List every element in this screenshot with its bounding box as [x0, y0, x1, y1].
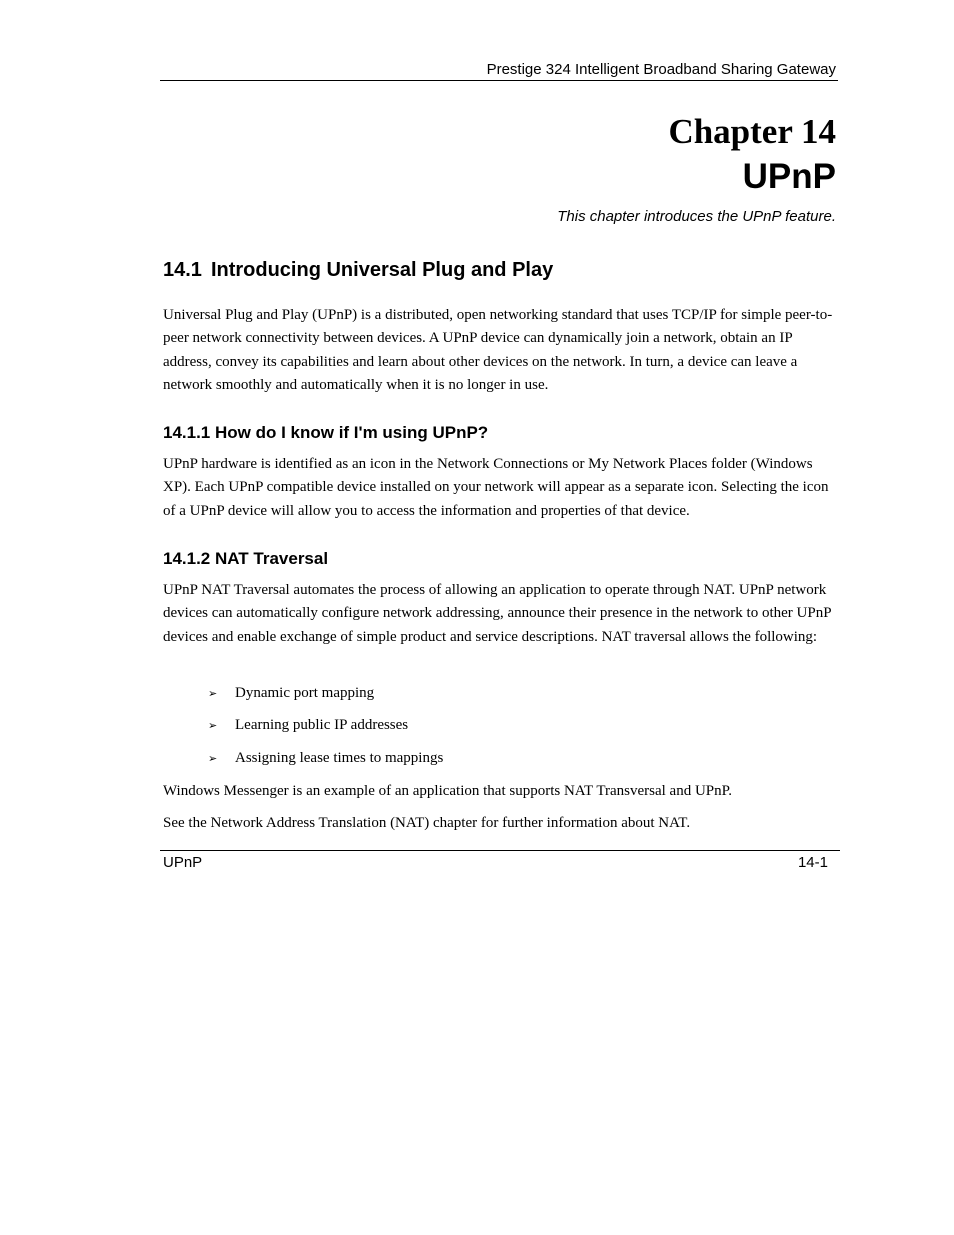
arrowhead-bullet-icon: ➢	[208, 687, 218, 700]
section-heading-14-1-2: 14.1.2 NAT Traversal	[163, 549, 329, 568]
section-14-1-2-body: UPnP NAT Traversal automates the process of allowing an application to operate through NAT. UPnP network devices can automatically configure network addressing, announce their presence in the network to other UPnP devices and enable exchange of simple product and service descriptions. NAT traversal allows the following:	[163, 582, 831, 645]
arrowhead-bullet-icon: ➢	[208, 719, 218, 732]
section-14-1-1-body: UPnP hardware is identified as an icon in the Network Connections or My Network Places folder (Windows XP). Each UPnP compatible device installed on your network will appear as a separate icon. Selecting the icon of a UPnP device will allow you to access the information and properties of that device.	[163, 456, 829, 519]
section-14-1-body: Universal Plug and Play (UPnP) is a distributed, open networking standard that uses TCP/IP for simple peer-to-peer network connectivity between devices. A UPnP device can dynamically join a network, obtain an IP address, convey its capabilities and learn about other devices on the network. In turn, a device can leave a network smoothly and automatically when it is no longer in use.	[163, 307, 833, 394]
list-item	[208, 717, 408, 734]
footer-divider	[160, 850, 840, 851]
list-item	[208, 750, 443, 767]
running-header: Prestige 324 Intelligent Broadband Sharing Gateway	[486, 61, 836, 78]
footer-chapter-name: UPnP	[163, 854, 203, 871]
section-heading-14-1	[163, 259, 553, 282]
page-number: 14-1	[797, 854, 828, 871]
section-title: Introducing Universal Plug and Play	[210, 259, 554, 281]
chapter-intro: This chapter introduces the UPnP feature.	[557, 208, 836, 225]
chapter-title: UPnP	[742, 157, 836, 196]
header-divider	[160, 80, 838, 81]
list-item-text: Assigning lease times to mappings	[235, 750, 444, 766]
paragraph-see-nat-chapter: See the Network Address Translation (NAT) chapter for further information about NAT.	[163, 815, 691, 831]
list-item	[208, 685, 374, 702]
paragraph-windows-messenger: Windows Messenger is an example of an application that supports NAT Transversal and UPnP.	[163, 783, 733, 799]
section-number: 14.1	[163, 259, 202, 281]
chapter-number: Chapter 14	[668, 112, 836, 151]
list-item-text: Dynamic port mapping	[235, 685, 375, 701]
arrowhead-bullet-icon: ➢	[208, 752, 218, 765]
list-item-text: Learning public IP addresses	[235, 717, 409, 733]
section-heading-14-1-1: 14.1.1 How do I know if I'm using UPnP?	[163, 423, 489, 442]
